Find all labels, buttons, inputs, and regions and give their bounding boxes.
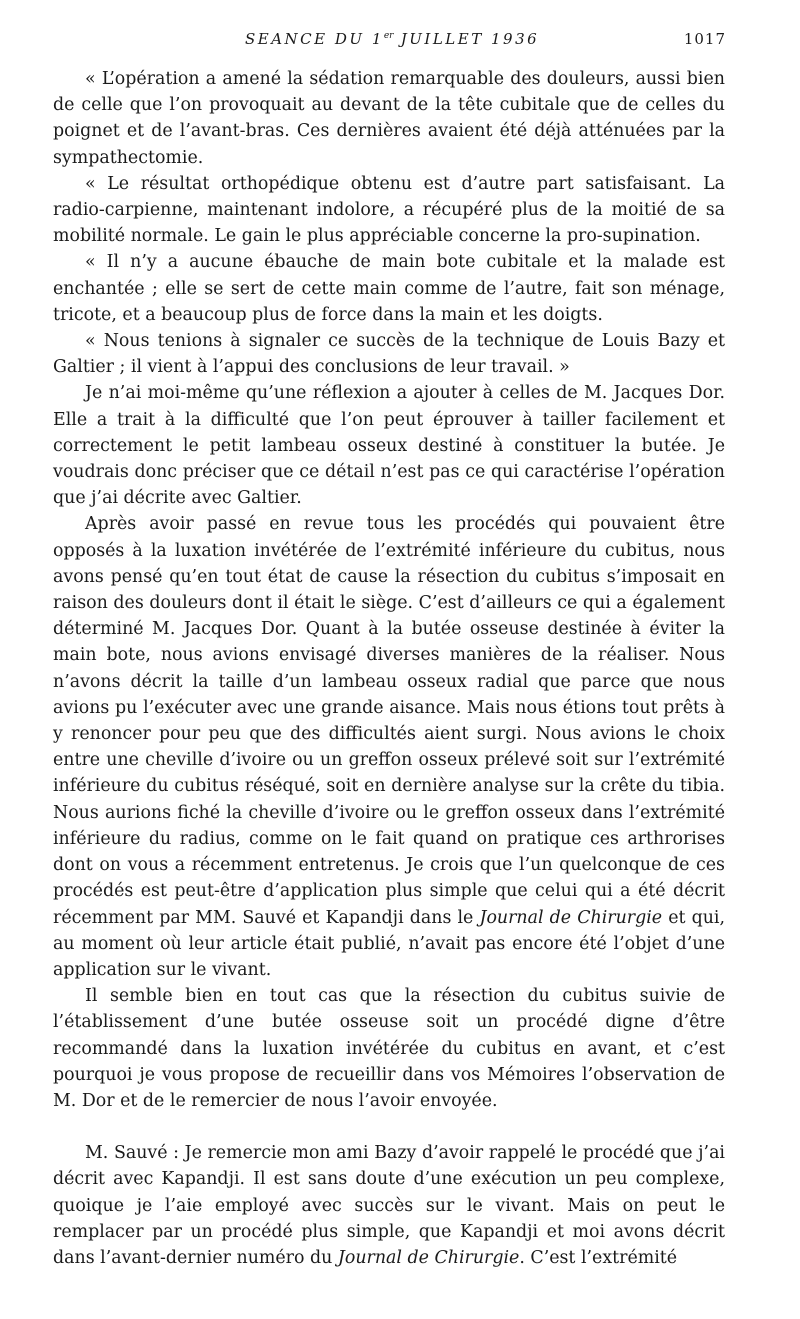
paragraph-text: Après avoir passé en revue tous les procédés qui pouvaient être opposés à la luxation invétérée de l’extrémité inférieure du cubitus, nous avons pensé qu’en tout état de cause la résection du cubitus s’imposait en raison des douleurs dont il était le siège. C’est d’ailleurs ce qui a également déterminé M. Jacques Dor. Quant à la butée osseuse destinée à éviter la main bote, nous avions envisagé diverses manières de la réaliser. Nous n’avons décrit la taille d’un lambeau osseux radial que parce que nous avions pu l’exécuter avec une grande aisance. Mais nous étions tout prêts à y renoncer pour peu que des difficultés aient surgi. Nous avions le choix entre une cheville d’ivoire ou un greffon osseux prélevé soit sur l’extrémité inférieure du cubitus réséqué, soit en dernière analyse sur la crête du tibia. Nous aurions fiché la cheville d’ivoire ou le greffon osseux dans l’extrémité inférieure du radius, comme on le fait quand on pratique ces arthrorises dont on vous a récemment entretenus. Je crois que l’un quelconque de ces procédés est peut-être d’application plus simple que celui qui a été décrit récemment par MM. Sauvé et Kapandji dans le	[53, 514, 725, 928]
journal-title: Journal de Chirurgie	[479, 907, 663, 928]
paragraph	[53, 511, 725, 983]
paragraph: Je n’ai moi-même qu’une réflexion a ajouter à celles de M. Jacques Dor. Elle a trait à la difficulté que l’on peut éprouver à tailler facilement et correctement le petit lambeau osseux destiné à constituer la butée. Je voudrais donc préciser que ce détail n’est pas ce qui caractérise l’opération que j’ai décrite avec Galtier.	[53, 383, 725, 509]
paragraph-text-after: . C’est l’extrémité	[519, 1247, 678, 1268]
running-header	[0, 30, 800, 56]
body-text	[53, 66, 725, 1271]
paragraph: « L’opération a amené la sédation remarquable des douleurs, aussi bien de celle que l’on provoquait au devant de la tête cubitale que de celles du poignet et de l’avant-bras. Ces dernières avaient été déjà atténuées par la sympathectomie.	[53, 69, 725, 168]
running-title	[245, 30, 539, 48]
paragraph-text-after: et qui, au moment où leur article était publié, n’avait pas encore été l’objet d’une application sur le vivant.	[53, 907, 726, 980]
paragraph: « Il n’y a aucune ébauche de main bote cubitale et la malade est enchantée ; elle se sert de cette main comme de l’autre, fait son ménage, tricote, et a beaucoup plus de force dans la main et les doigts.	[53, 252, 725, 325]
paragraph: « Le résultat orthopédique obtenu est d’autre part satisfaisant. La radio-carpienne, maintenant indolore, a récupéré plus de la moitié de sa mobilité normale. Le gain le plus appréciable concerne la pro-supination.	[53, 173, 725, 247]
title-prefix: SEANCE DU 1	[245, 30, 384, 48]
paragraph: Il semble bien en tout cas que la résection du cubitus suivie de l’établissement d’une butée osseuse soit un procédé digne d’être recommandé dans la luxation invétérée du cubitus en avant, et c’est pourquoi je vous propose de recueillir dans vos Mémoires l’observation de M. Dor et de le remercier de nous l’avoir envoyée.	[53, 986, 725, 1111]
paragraph-text: M. Sauvé : Je remercie mon ami Bazy d’avoir rappelé le procédé que j’ai décrit avec Kapandji. Il est sans doute d’une exécution un peu complexe, quoique je l’aie employé avec succès sur le vivant. Mais on peut le remplacer par un procédé plus simple, que Kapandji et moi avons décrit dans l’avant-dernier numéro du	[53, 1143, 725, 1268]
paragraph: « Nous tenions à signaler ce succès de la technique de Louis Bazy et Galtier ; il vient à l’appui des conclusions de leur travail. »	[53, 331, 725, 378]
paragraph-sauve	[53, 1140, 725, 1271]
page-number: 1017	[683, 30, 726, 48]
journal-title: Journal de Chirurgie	[337, 1247, 520, 1268]
title-superscript: er	[383, 31, 394, 41]
title-suffix: JUILLET 1936	[393, 30, 540, 48]
